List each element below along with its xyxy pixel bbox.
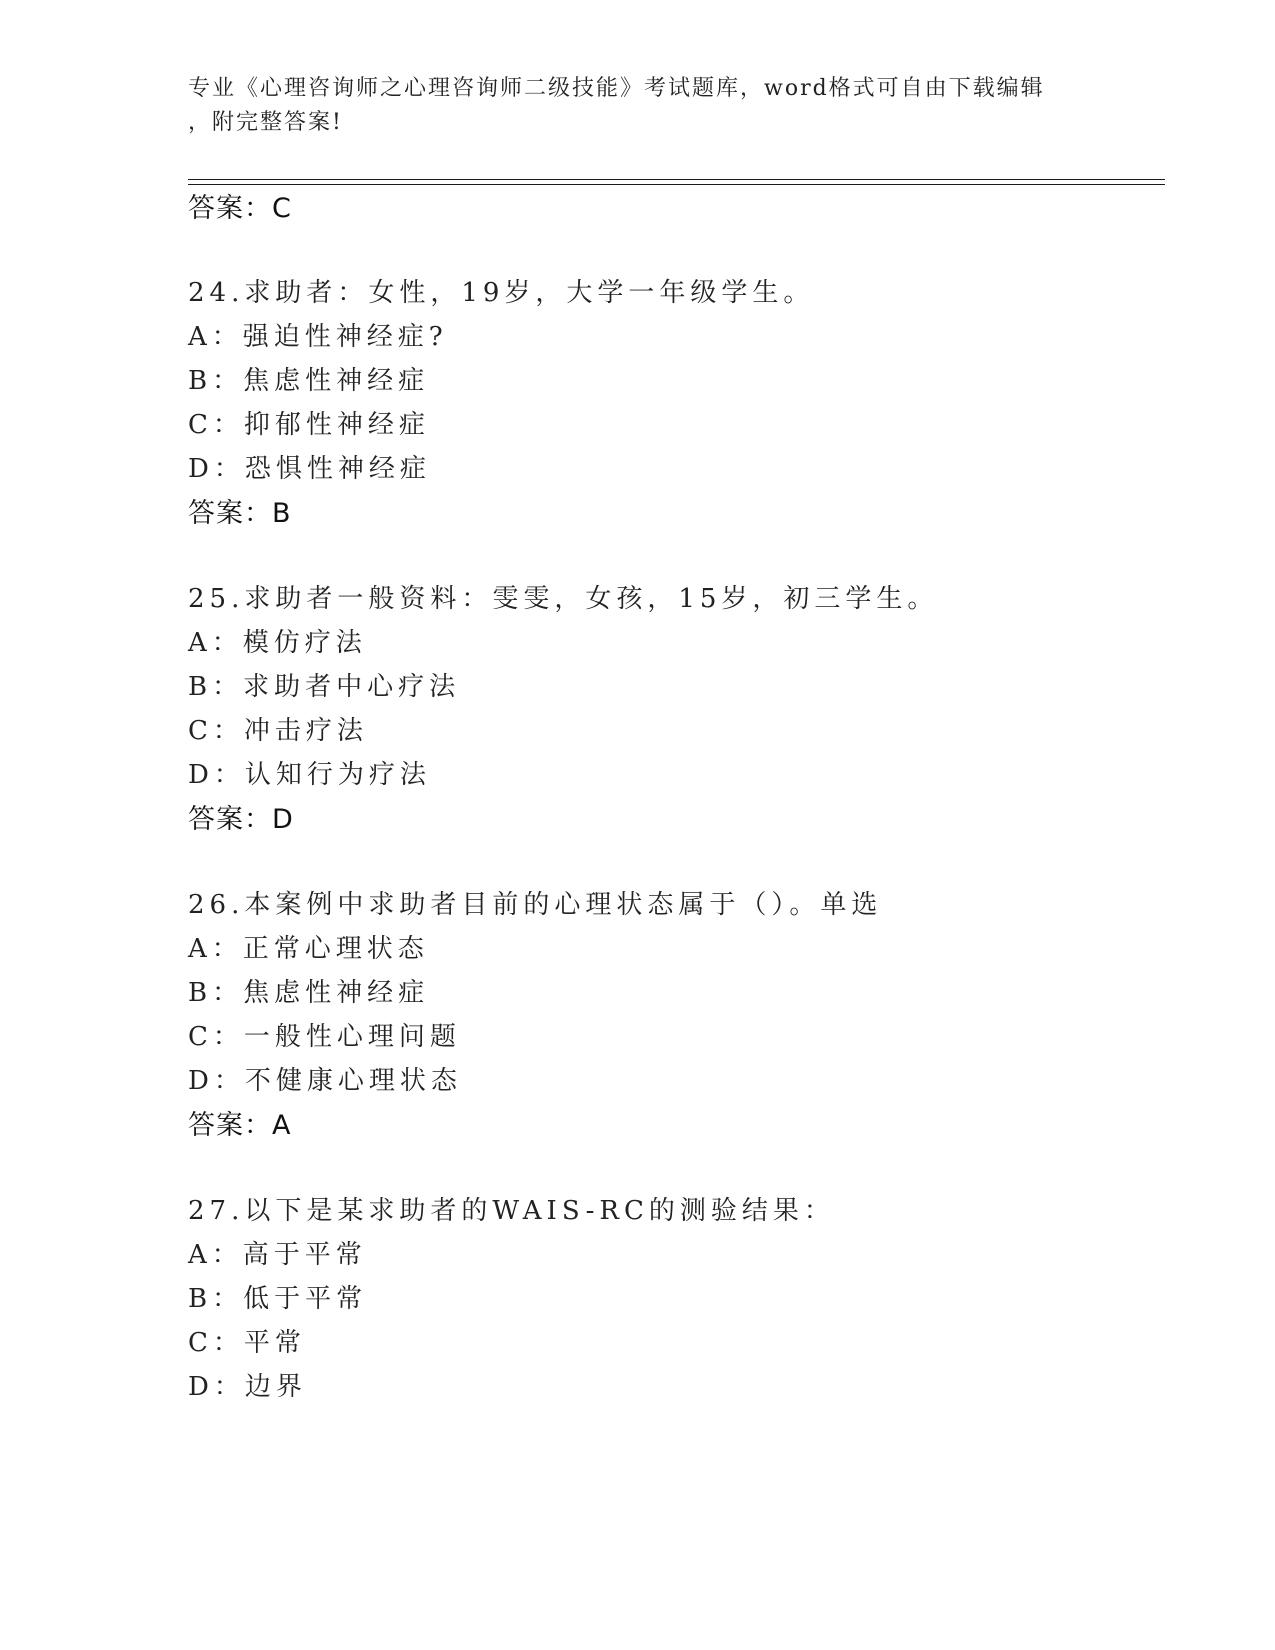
header-divider-top xyxy=(188,179,1165,180)
question-26-text: 26.本案例中求助者目前的心理状态属于（）。单选 xyxy=(188,890,883,920)
question-25-text: 25.求助者一般资料：雯雯，女孩，15岁，初三学生。 xyxy=(188,584,939,614)
question-27-option-d: D：边界 xyxy=(188,1372,307,1402)
question-25-answer: 答案：D xyxy=(188,804,294,835)
header-divider-bottom xyxy=(188,184,1165,185)
question-24-option-d: D：恐惧性神经症 xyxy=(188,454,431,484)
page-header xyxy=(188,72,1088,140)
question-26-answer: 答案：A xyxy=(188,1110,292,1141)
question-26-option-c: C：一般性心理问题 xyxy=(188,1022,461,1052)
answer-previous: 答案：C xyxy=(188,193,292,224)
header-line-1: 专业《心理咨询师之心理咨询师二级技能》考试题库，word格式可自由下载编辑 xyxy=(188,76,1045,101)
question-26-option-b: B：焦虑性神经症 xyxy=(188,978,430,1008)
question-27-option-a: A：高于平常 xyxy=(188,1240,367,1270)
question-25-option-d: D：认知行为疗法 xyxy=(188,760,431,790)
question-24-answer: 答案：B xyxy=(188,498,292,529)
question-24-option-a: A：强迫性神经症? xyxy=(188,322,448,352)
question-25-option-c: C：冲击疗法 xyxy=(188,716,368,746)
question-27-option-c: C：平常 xyxy=(188,1328,306,1358)
question-24-option-c: C：抑郁性神经症 xyxy=(188,410,430,440)
question-24-text: 24.求助者：女性，19岁，大学一年级学生。 xyxy=(188,278,815,308)
question-26-option-d: D：不健康心理状态 xyxy=(188,1066,462,1096)
question-26-option-a: A：正常心理状态 xyxy=(188,934,429,964)
question-24-option-b: B：焦虑性神经症 xyxy=(188,366,430,396)
question-25-option-a: A：模仿疗法 xyxy=(188,628,367,658)
header-line-2: ，附完整答案! xyxy=(188,110,343,135)
question-27-text: 27.以下是某求助者的WAIS-RC的测验结果： xyxy=(188,1196,835,1226)
question-25-option-b: B：求助者中心疗法 xyxy=(188,672,461,702)
question-27-option-b: B：低于平常 xyxy=(188,1284,368,1314)
